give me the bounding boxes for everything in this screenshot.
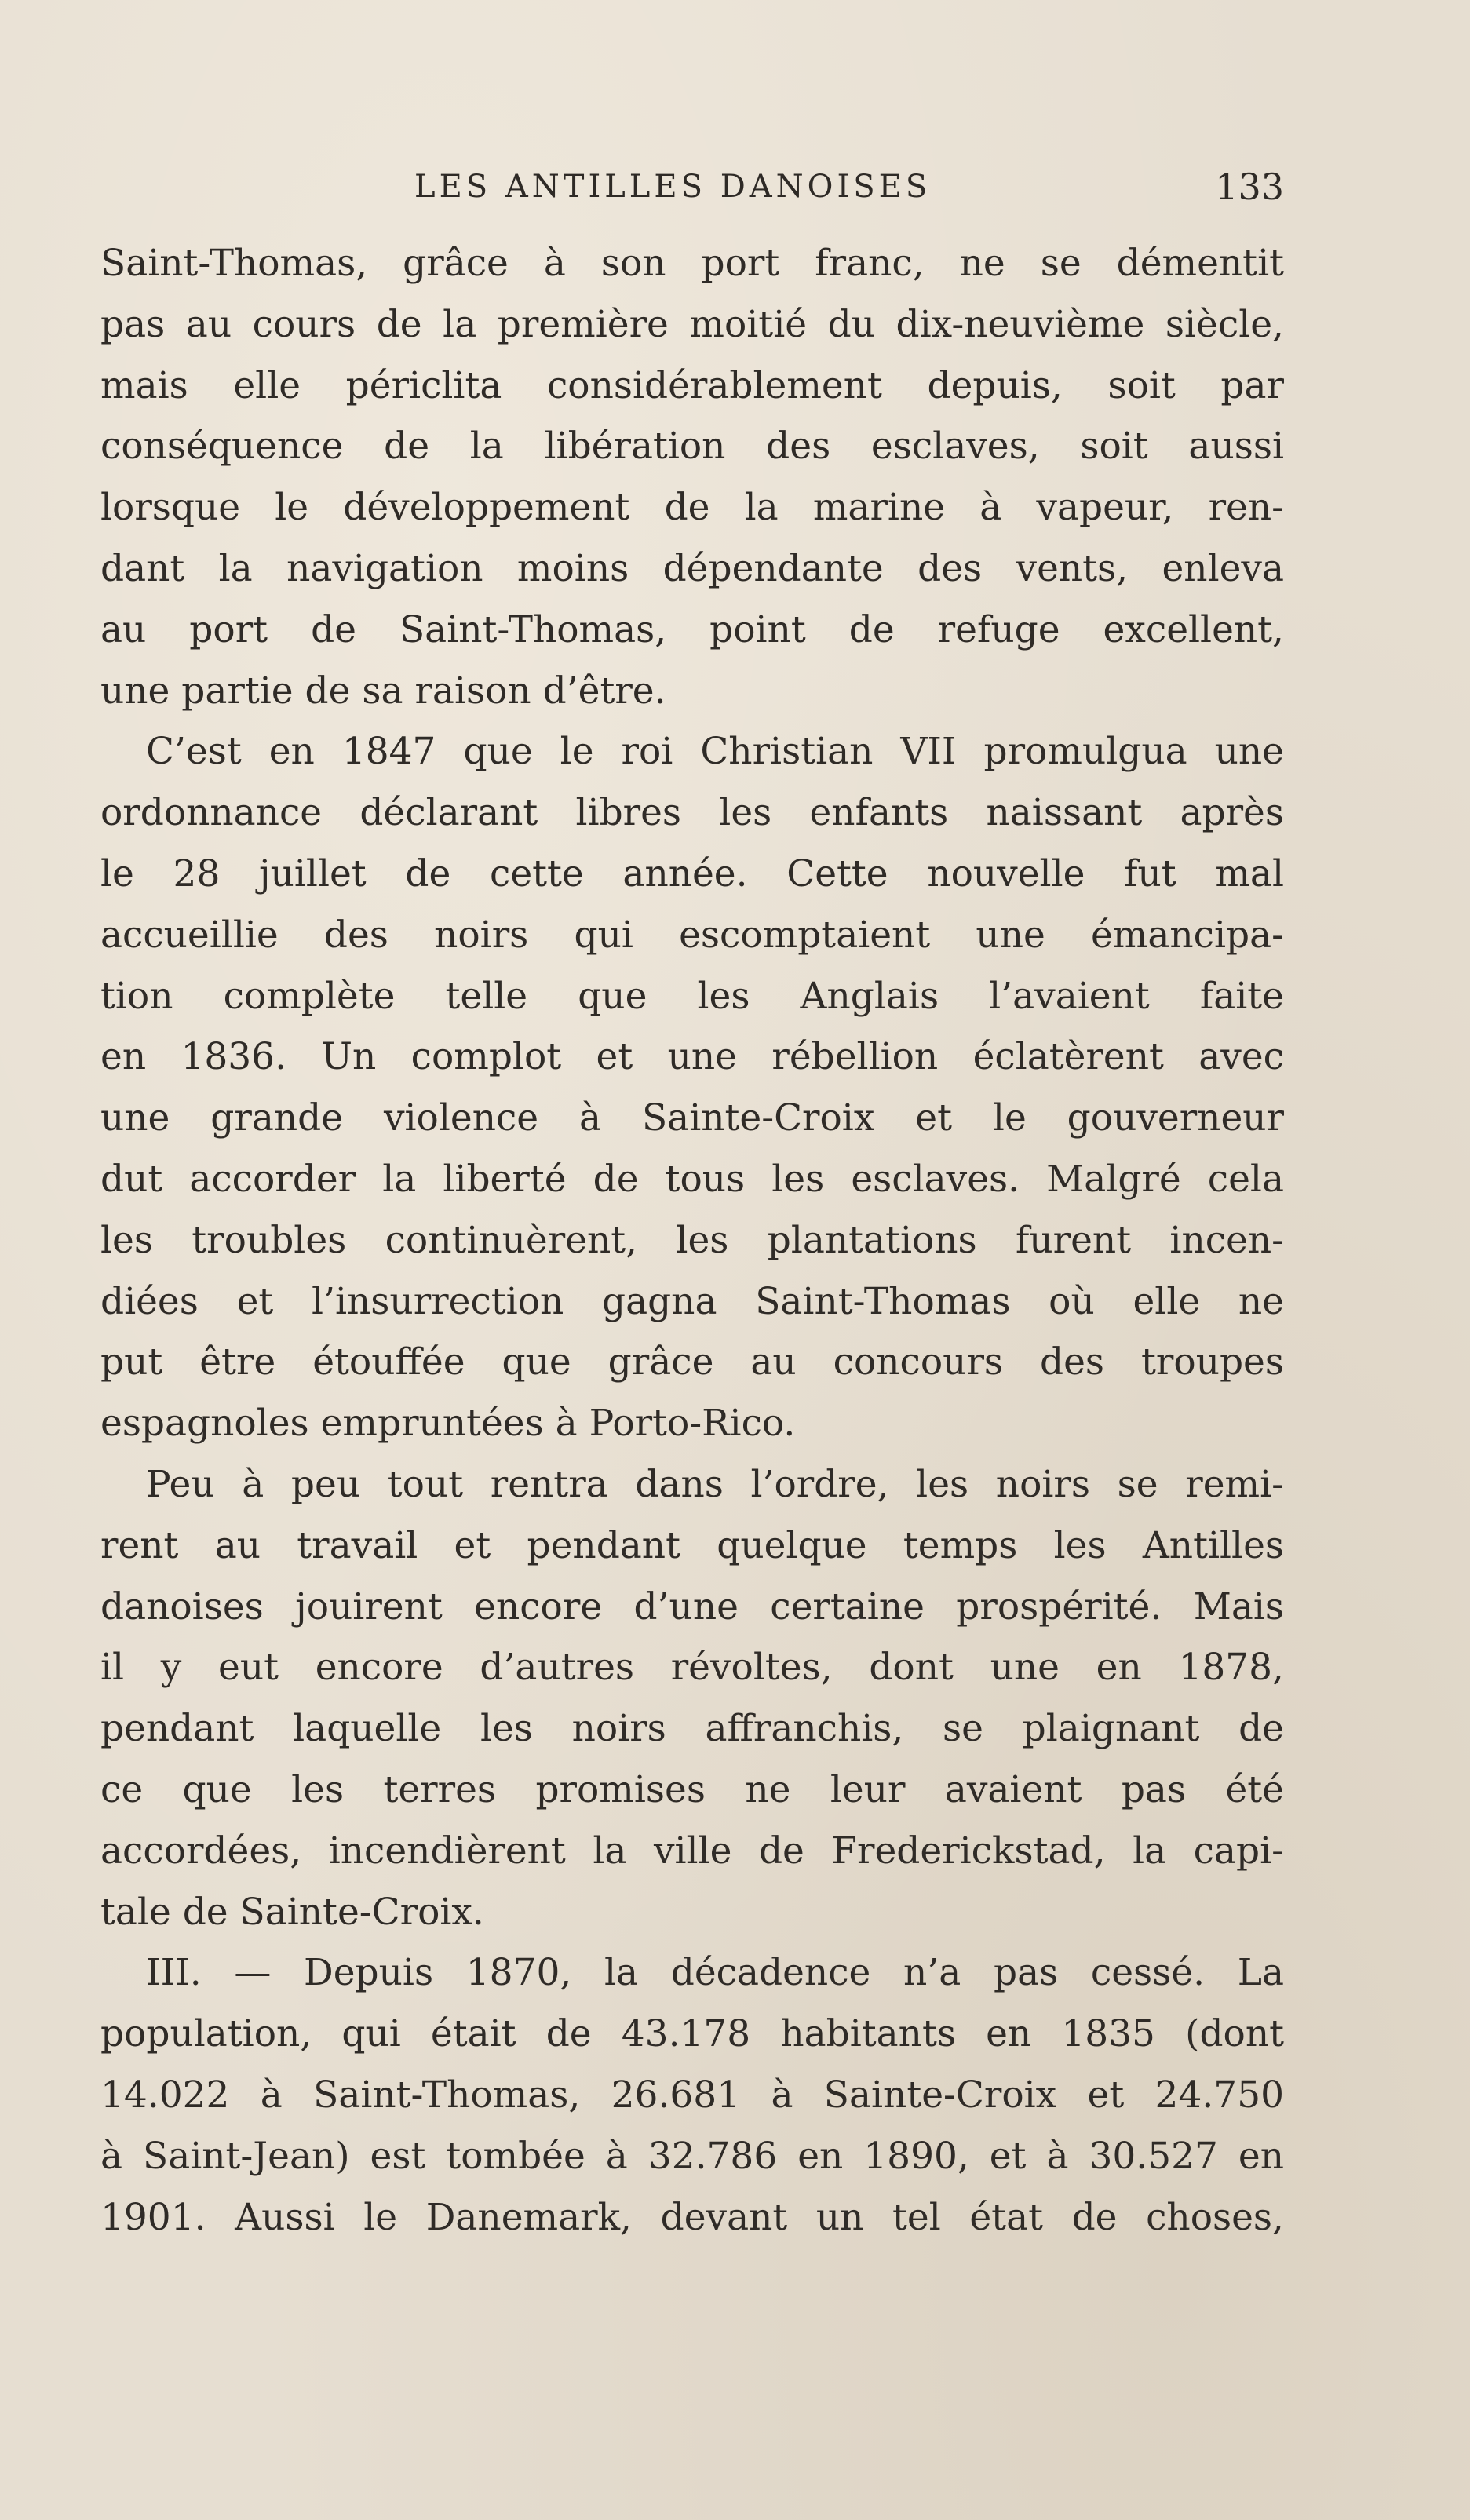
text-line: il y eut encore d’autres révoltes, dont une en 1878, [100,1646,1284,1690]
text-line: au port de Saint-Thomas, point de refuge excellent, [100,607,1284,651]
text-line: à Saint-Jean) est tombée à 32.786 en 1890, et à 30.527 en [100,2134,1284,2178]
text-line: Peu à peu tout rentra dans l’ordre, les noirs se remi- [146,1462,1284,1506]
page-number: 133 [1215,166,1284,208]
text-line: accueillie des noirs qui escomptaient une émancipa- [100,913,1284,957]
text-line: en 1836. Un complot et une rébellion éclatèrent avec [100,1035,1284,1079]
text-line: Saint-Thomas, grâce à son port franc, ne se démentit [100,242,1284,285]
text-line: 14.022 à Saint-Thomas, 26.681 à Sainte-Croix et 24.750 [100,2073,1284,2117]
text-line: espagnoles empruntées à Porto-Rico. [100,1402,796,1446]
text-line: les troubles continuèrent, les plantations furent incen- [100,1218,1284,1262]
body-text [100,233,1284,2248]
text-line: ordonnance déclarant libres les enfants naissant après [100,791,1284,835]
text-line: III. — Depuis 1870, la décadence n’a pas cessé. La [146,1951,1284,1995]
text-line: conséquence de la libération des esclaves, soit aussi [100,425,1284,469]
text-line: put être étouffée que grâce au concours des troupes [100,1340,1284,1384]
text-line: accordées, incendièrent la ville de Frederickstad, la capi- [100,1829,1284,1873]
text-line: diées et l’insurrection gagna Saint-Thomas où elle ne [100,1279,1284,1323]
text-line: une partie de sa raison d’être. [100,669,666,713]
text-line: une grande violence à Sainte-Croix et le gouverneur [100,1096,1284,1140]
text-line: pas au cours de la première moitié du dix-neuvième siècle, [100,302,1284,346]
text-line: dut accorder la liberté de tous les esclaves. Malgré cela [100,1157,1284,1201]
text-line: dant la navigation moins dépendante des vents, enleva [100,546,1284,590]
text-line: tale de Sainte-Croix. [100,1890,484,1934]
text-line: mais elle périclita considérablement depuis, soit par [100,363,1284,407]
running-title: LES ANTILLES DANOISES [414,169,932,205]
text-line: population, qui était de 43.178 habitants en 1835 (dont [100,2012,1284,2056]
text-line: lorsque le développement de la marine à vapeur, ren- [100,486,1284,530]
text-line: C’est en 1847 que le roi Christian VII promulgua une [146,730,1284,774]
running-head [100,163,1284,210]
text-line: ce que les terres promises ne leur avaient pas été [100,1767,1284,1811]
text-line: le 28 juillet de cette année. Cette nouvelle fut mal [100,852,1284,895]
text-line: tion complète telle que les Anglais l’avaient faite [100,974,1284,1018]
text-line: pendant laquelle les noirs affranchis, se plaignant de [100,1707,1284,1751]
text-line: danoises jouirent encore d’une certaine prospérité. Mais [100,1585,1284,1628]
text-line: 1901. Aussi le Danemark, devant un tel état de choses, [100,2195,1284,2239]
text-line: rent au travail et pendant quelque temps les Antilles [100,1523,1284,1567]
